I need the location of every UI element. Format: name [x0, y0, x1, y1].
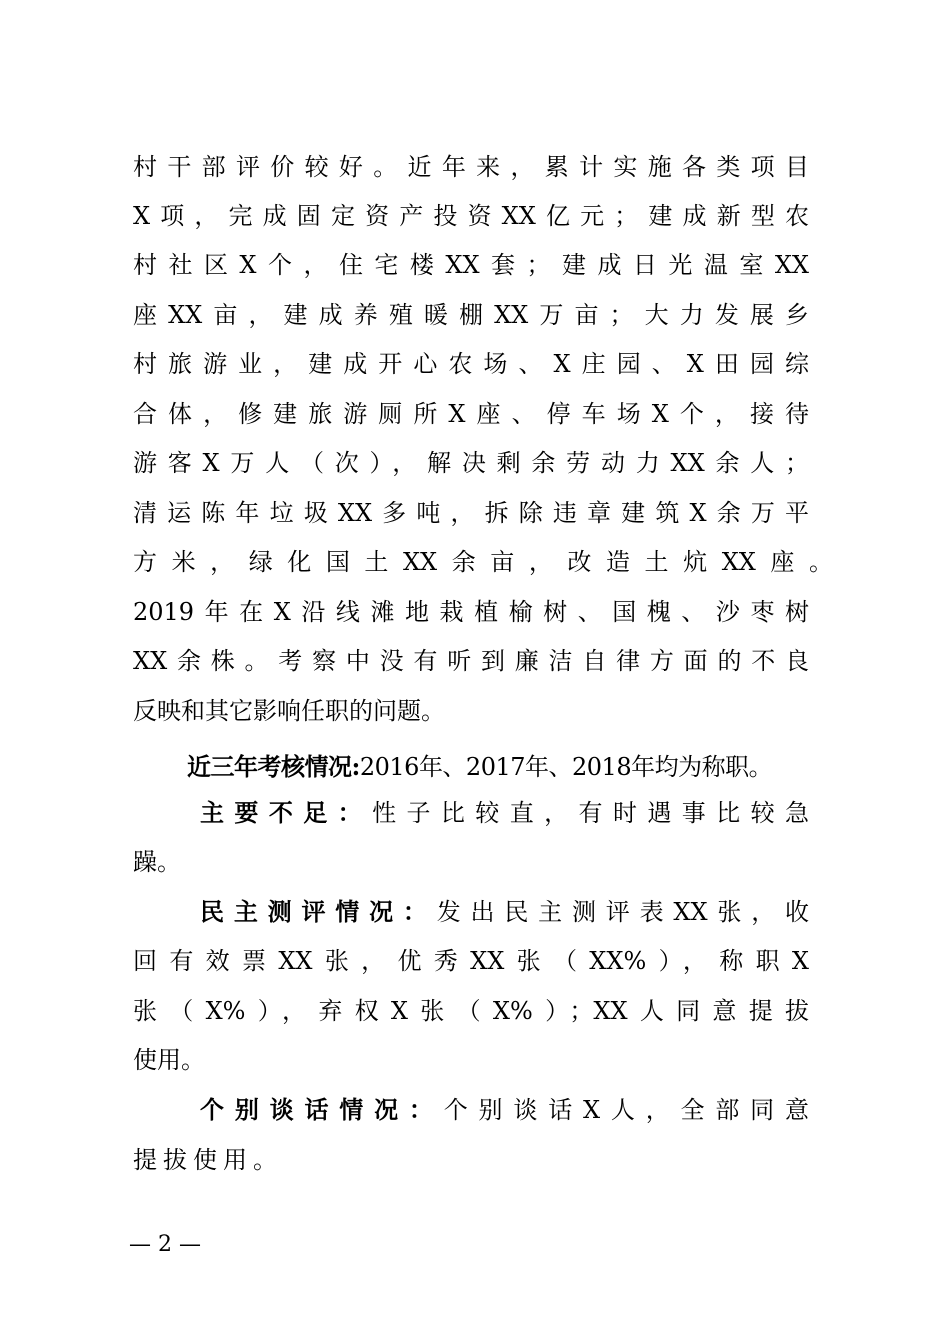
- paragraph-line: 反映和其它影响任职的问题。: [133, 697, 445, 725]
- evaluation-line: 使用。: [133, 1046, 205, 1074]
- paragraph-line: 村旅游业，建成开心农场、X庄园、X田园综: [133, 350, 809, 378]
- paragraph-line: 2019年在X沿线滩地栽植榆树、国槐、沙枣树: [133, 598, 809, 626]
- page-number: — 2 —: [129, 1232, 201, 1257]
- evaluation-text: 发出民主测评表XX张，收: [436, 898, 810, 926]
- assessment-text: 2016年、2017年、2018年均为称职。: [359, 753, 773, 781]
- assessment-label: 近三年考核情况:: [187, 752, 360, 781]
- evaluation-line: [200, 895, 809, 929]
- talks-label: 个别谈话情况：: [200, 1095, 444, 1124]
- evaluation-line: 回有效票XX张，优秀XX张（XX%），称职X: [133, 947, 809, 975]
- paragraph-line: 村社区X个，住宅楼XX套；建成日光温室XX: [133, 251, 809, 279]
- shortcomings-line: [200, 796, 809, 830]
- paragraph-line: 游客X万人（次），解决剩余劳动力XX余人；: [133, 449, 809, 477]
- paragraph-line: XX余株。考察中没有听到廉洁自律方面的不良: [133, 647, 809, 675]
- assessment-line: [187, 750, 821, 784]
- shortcomings-text: 性子比较直，有时遇事比较急: [372, 799, 810, 827]
- paragraph-line: 清运陈年垃圾XX多吨，拆除违章建筑X余万平: [133, 499, 809, 527]
- paragraph-line: X项，完成固定资产投资XX亿元；建成新型农: [133, 202, 809, 230]
- shortcomings-continuation: 躁。: [133, 848, 181, 876]
- paragraph-line: 方米，绿化国土XX余亩，改造土炕XX座。: [133, 548, 833, 576]
- paragraph-line: 合体，修建旅游厕所X座、停车场X个，接待: [133, 400, 809, 428]
- evaluation-label: 民主测评情况：: [200, 897, 437, 926]
- paragraph-line: 座XX亩，建成养殖暖棚XX万亩；大力发展乡: [133, 301, 809, 329]
- talks-text: 个别谈话X人，全部同意: [443, 1096, 809, 1124]
- talks-line: [200, 1093, 809, 1127]
- paragraph-line: 村干部评价较好。近年来，累计实施各类项目: [133, 153, 809, 181]
- talks-continuation: 提拔使用。: [133, 1146, 283, 1174]
- shortcomings-label: 主要不足：: [200, 798, 373, 827]
- evaluation-line: 张（X%），弃权X张（X%）；XX人同意提拔: [133, 997, 809, 1025]
